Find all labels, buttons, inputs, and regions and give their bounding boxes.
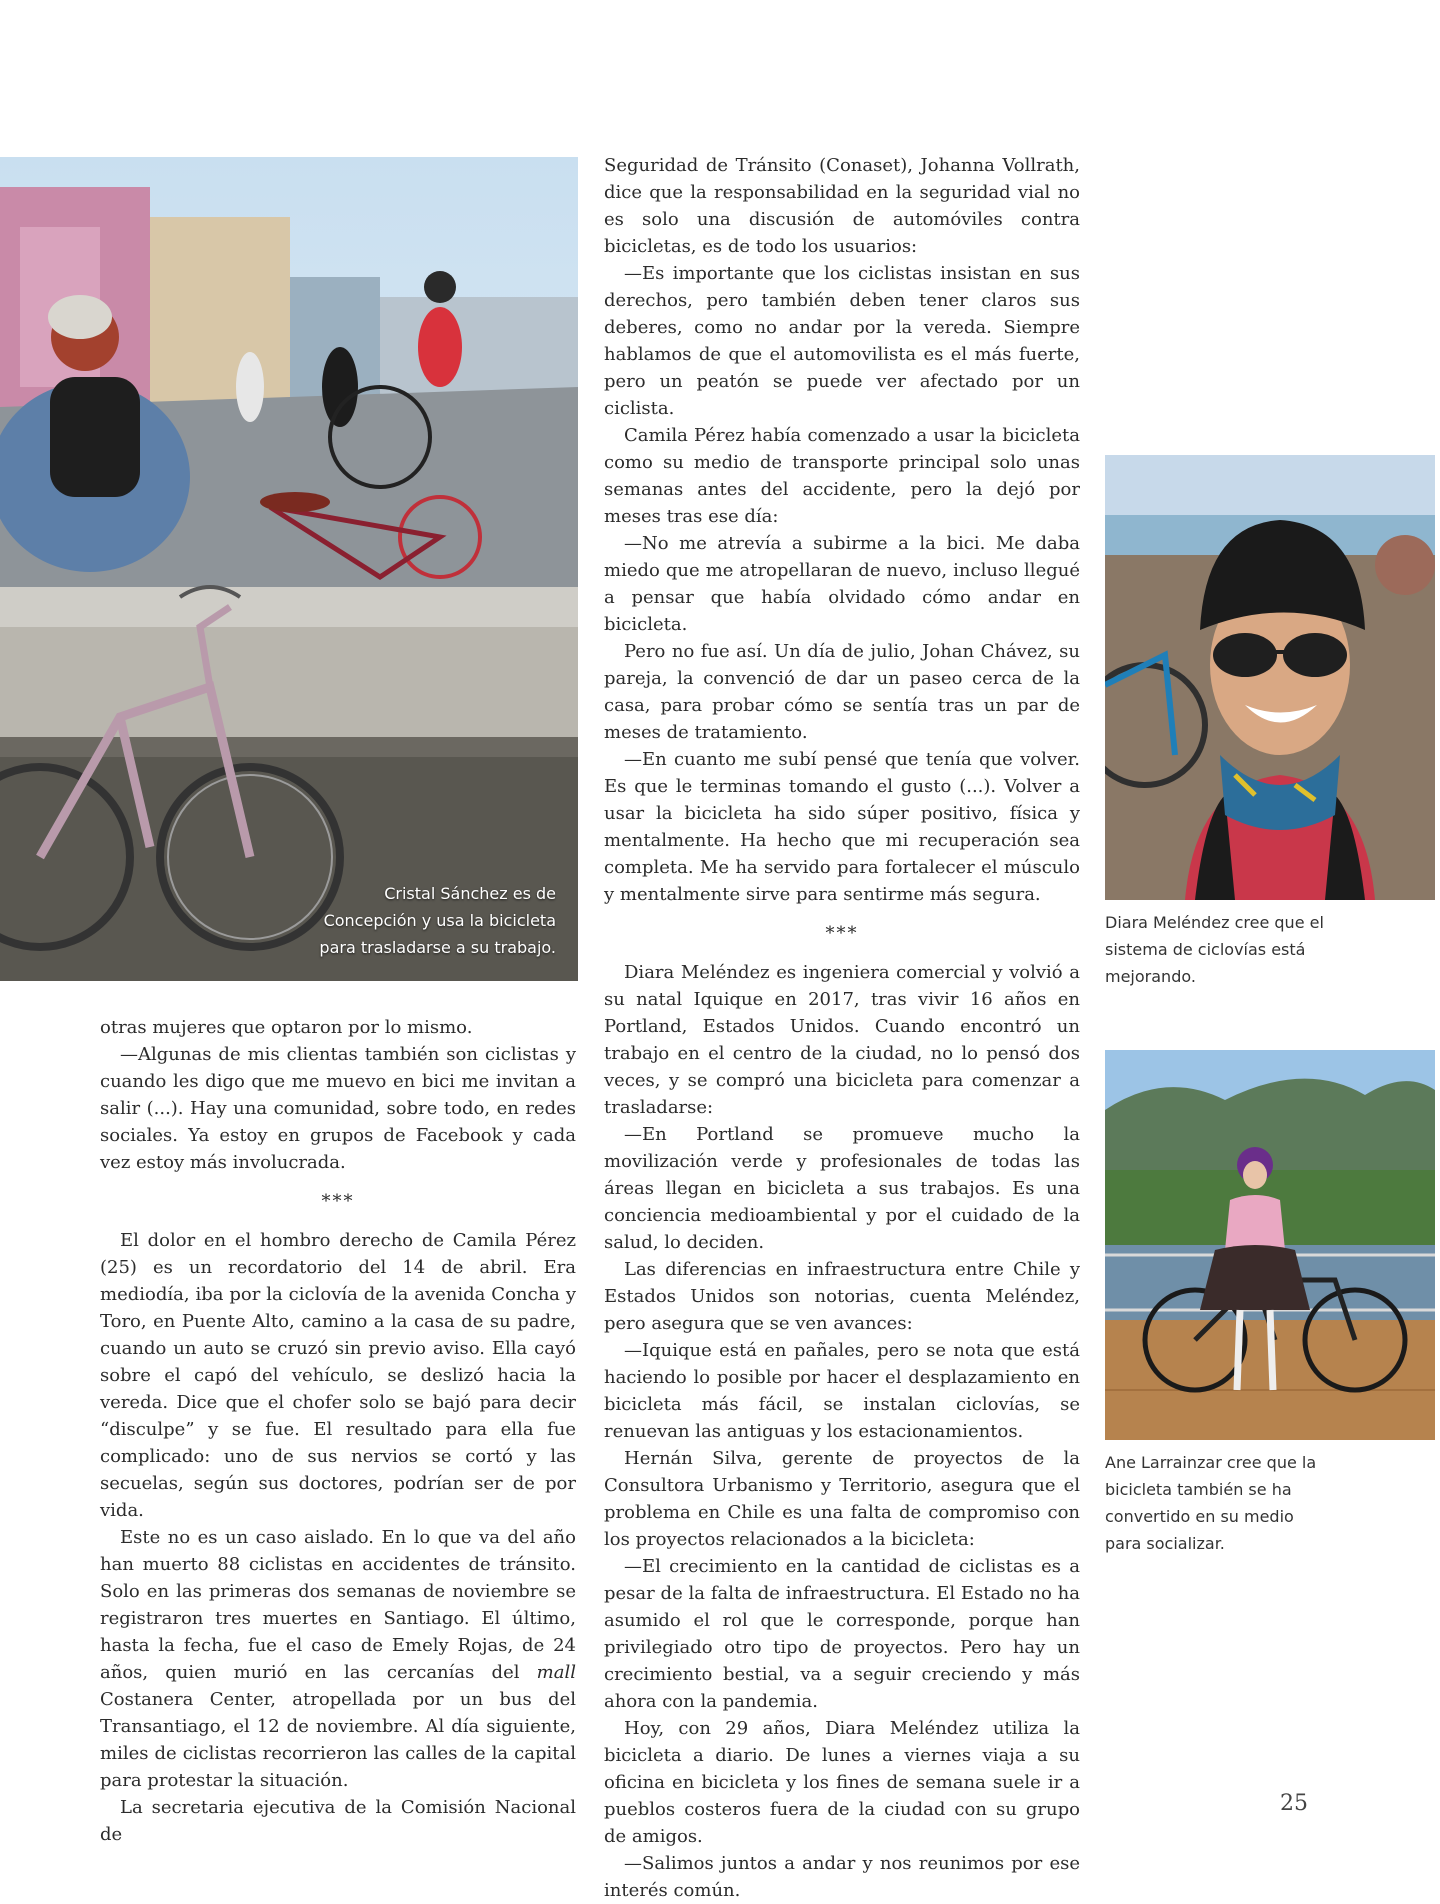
italic-word: mall: [536, 1662, 576, 1683]
section-separator: ***: [321, 1191, 355, 1212]
paragraph: Pero no fue así. Un día de julio, Johan Chávez, su pareja, la convenció de dar un paseo cerca de la casa, para probar cómo se sentía tras un par de meses de tratamiento.: [604, 641, 1080, 743]
paragraph: —El crecimiento en la cantidad de ciclistas es a pesar de la falta de infraestructura. El Estado no ha asumido el rol que le corresponde, porque han privilegiado otro tipo de proyectos. Pero hay un crecimiento bestial, va a seguir creciendo y más ahora con la pandemia.: [604, 1556, 1080, 1712]
photo-caption-cristal: Cristal Sánchez es de Concepción y usa la bicicleta para trasladarse a su trabajo.: [319, 884, 556, 957]
paragraph: —En Portland se promueve mucho la movilización verde y profesionales de todas las áreas llegan en bicicleta a sus trabajos. Es una conciencia medioambiental y por el cuidado de la salud, lo deciden.: [604, 1124, 1080, 1253]
photo-diara-melendez: [1105, 455, 1435, 900]
paragraph-text: Este no es un caso aislado. En lo que va del año han muerto 88 ciclistas en accidentes de tránsito. Solo en las primeras dos semanas de noviembre se registraron tres muertes en Santiago. El último, hasta la fecha, fue el caso de Emely Rojas, de 24 años, quien murió en las cercanías del: [100, 1527, 576, 1683]
paragraph: El dolor en el hombro derecho de Camila Pérez (25) es un recordatorio del 14 de abril. Era mediodía, iba por la ciclovía de la avenida Concha y Toro, en Puente Alto, camino a la casa de su padre, cuando un auto se cruzó sin previo aviso. Ella cayó sobre el capó del vehículo, se deslizó hacia la vereda. Dice que el chofer solo se bajó para decir “disculpe” y se fue. El resultado para ella fue complicado: uno de sus nervios se cortó y las secuelas, según sus doctores, podrían ser de por vida.: [100, 1230, 576, 1521]
paragraph: Hernán Silva, gerente de proyectos de la Consultora Urbanismo y Territorio, asegura que el problema en Chile es una falta de compromiso con los proyectos relacionados a la bicicleta:: [604, 1448, 1080, 1550]
paragraph: —Algunas de mis clientas también son ciclistas y cuando les digo que me muevo en bici me invitan a salir (...). Hay una comunidad, sobre todo, en redes sociales. Ya estoy en grupos de Facebook y cada vez estoy más involucrada.: [100, 1044, 576, 1173]
ane-lakeside-illustration: [1105, 1050, 1435, 1440]
paragraph: —En cuanto me subí pensé que tenía que volver. Es que le terminas tomando el gusto (...). Volver a usar la bicicleta ha sido súper positivo, física y mentalmente. Ha hecho que mi recuperación sea completa. Me ha servido para fortalecer el músculo y mentalmente sirve para sentirme más segura.: [604, 749, 1080, 905]
paragraph: otras mujeres que optaron por lo mismo.: [100, 1017, 473, 1038]
paragraph: —Iquique está en pañales, pero se nota que está haciendo lo posible por hacer el desplazamiento en bicicleta más fácil, se instalan ciclovías, se renuevan las antiguas y los estacionamientos.: [604, 1340, 1080, 1442]
paragraph: Seguridad de Tránsito (Conaset), Johanna Vollrath, dice que la responsabilidad en la seguridad vial no es solo una discusión de automóviles contra bicicletas, es de todo los usuarios:: [604, 155, 1080, 257]
section-separator: ***: [825, 923, 859, 944]
paragraph-text: Costanera Center, atropellada por un bus del Transantiago, el 12 de noviembre. Al día siguiente, miles de ciclistas recorrieron las calles de la capital para protestar la situación.: [100, 1689, 576, 1791]
paragraph: La secretaria ejecutiva de la Comisión Nacional de: [100, 1797, 576, 1845]
paragraph: Camila Pérez había comenzado a usar la bicicleta como su medio de transporte principal solo unas semanas antes del accidente, pero la dejó por meses tras ese día:: [604, 425, 1080, 527]
article-column-middle: [604, 152, 1080, 1904]
photo-caption-diara: Diara Meléndez cree que el sistema de ciclovías está mejorando.: [1105, 913, 1324, 986]
cyclist-street-illustration: [0, 157, 578, 981]
photo-ane-larrainzar: [1105, 1050, 1435, 1440]
paragraph: Diara Meléndez es ingeniera comercial y volvió a su natal Iquique en 2017, tras vivir 16 años en Portland, Estados Unidos. Cuando encontró un trabajo en el centro de la ciudad, no lo pensó dos veces, y se compró una bicicleta para comenzar a trasladarse:: [604, 962, 1080, 1118]
page-number: 25: [1280, 1791, 1308, 1816]
photo-cyclist-concepcion: [0, 157, 578, 981]
paragraph: Las diferencias en infraestructura entre Chile y Estados Unidos son notorias, cuenta Meléndez, pero asegura que se ven avances:: [604, 1259, 1080, 1334]
paragraph: Hoy, con 29 años, Diara Meléndez utiliza la bicicleta a diario. De lunes a viernes viaja a su oficina en bicicleta y los fines de semana suele ir a pueblos costeros fuera de la ciudad con su grupo de amigos.: [604, 1718, 1080, 1847]
paragraph: —No me atrevía a subirme a la bici. Me daba miedo que me atropellaran de nuevo, incluso llegué a pensar que había olvidado cómo andar en bicicleta.: [604, 533, 1080, 635]
paragraph: —Salimos juntos a andar y nos reunimos por ese interés común.: [604, 1853, 1080, 1901]
paragraph: —Es importante que los ciclistas insistan en sus derechos, pero también deben tener claros sus deberes, como no andar por la vereda. Siempre hablamos de que el automovilista es el más fuerte, pero un peatón se puede ver afectado por un ciclista.: [604, 263, 1080, 419]
diara-portrait-illustration: [1105, 455, 1435, 900]
paragraph: [100, 1524, 576, 1794]
article-column-left: [100, 1014, 576, 1848]
photo-caption-ane: Ane Larrainzar cree que la bicicleta también se ha convertido en su medio para socializar.: [1105, 1453, 1317, 1553]
